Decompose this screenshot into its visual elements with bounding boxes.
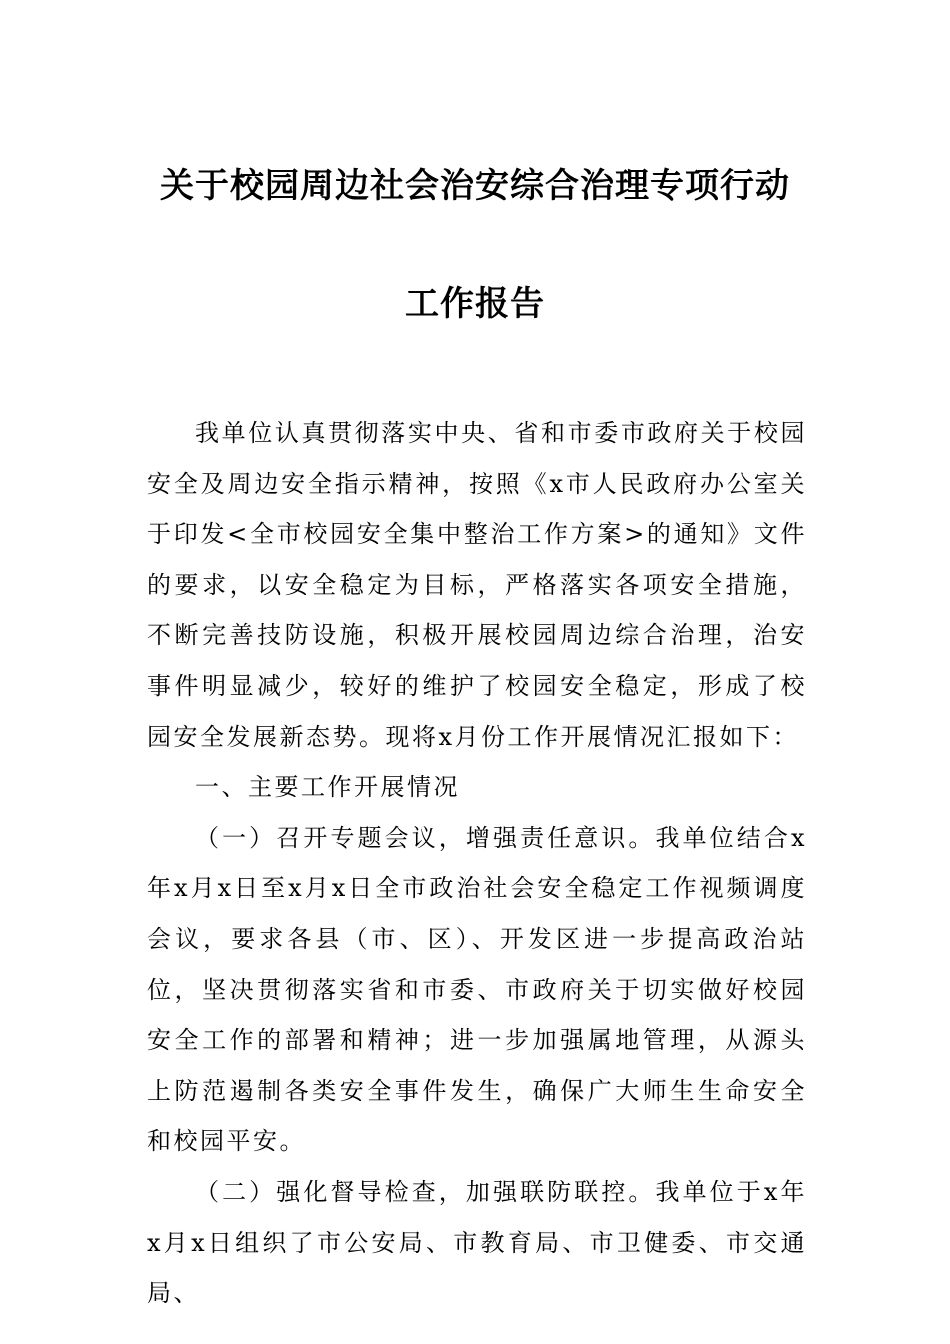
- paragraph-intro: 我单位认真贯彻落实中央、省和市委市政府关于校园安全及周边安全指示精神，按照《x市人民政府办公室关于印发<全市校园安全集中整治工作方案>的通知》文件的要求，以安全稳定为目标，严格落实各项安全措施，不断完善技防设施，积极开展校园周边综合治理，治安事件明显减少，较好的维护了校园安全稳定，形成了校园安全发展新态势。现将x月份工作开展情况汇报如下：: [147, 419, 807, 751]
- document-title-line-1: 关于校园周边社会治安综合治理专项行动: [160, 166, 790, 206]
- document-title-line-2: 工作报告: [405, 284, 545, 324]
- section-heading: 一、主要工作开展情况: [195, 773, 460, 802]
- paragraph-item-1: （一）召开专题会议，增强责任意识。我单位结合x年x月x日至x月x日全市政治社会安全稳定工作视频调度会议，要求各县（市、区）、开发区进一步提高政治站位，坚决贯彻落实省和市委、市政府关于切实做好校园安全工作的部署和精神；进一步加强属地管理，从源头上防范遏制各类安全事件发生，确保广大师生生命安全和校园平安。: [147, 823, 807, 1156]
- document-body: [147, 408, 807, 1319]
- paragraph-item-2: （二）强化督导检查，加强联防联控。我单位于x年x月x日组织了市公安局、市教育局、市卫健委、市交通局、: [147, 1177, 807, 1308]
